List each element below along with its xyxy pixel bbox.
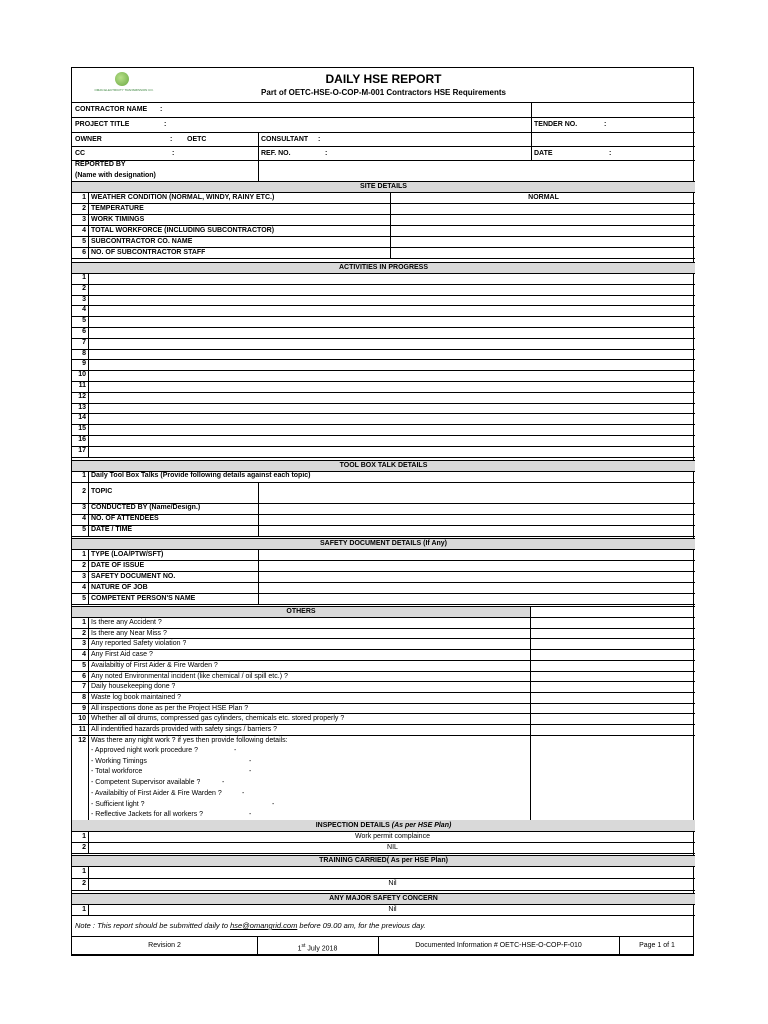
row-number: 12 bbox=[78, 736, 86, 744]
rule bbox=[72, 160, 695, 161]
rule bbox=[88, 831, 89, 853]
row-number: 1 bbox=[82, 619, 86, 626]
row-number: 5 bbox=[82, 595, 86, 602]
rule bbox=[72, 853, 695, 854]
tender-no-colon: : bbox=[604, 121, 607, 128]
night-work-answer[interactable]: - bbox=[234, 747, 237, 754]
activity-field[interactable] bbox=[90, 273, 693, 283]
activity-field[interactable] bbox=[90, 370, 693, 380]
cc-field[interactable] bbox=[180, 147, 258, 161]
date-colon: : bbox=[609, 150, 612, 157]
note-suffix: before 09.00 am, for the previous day. bbox=[297, 921, 426, 930]
others-heading: OTHERS bbox=[286, 608, 316, 615]
rule bbox=[72, 102, 695, 103]
submission-note bbox=[75, 921, 426, 931]
row-number: 6 bbox=[82, 328, 86, 335]
others-answer-field[interactable] bbox=[532, 649, 693, 660]
contractor-name-colon: : bbox=[160, 106, 163, 113]
activity-field[interactable] bbox=[90, 338, 693, 348]
activity-field[interactable] bbox=[90, 295, 693, 305]
logo-text: OMAN ELECTRICITY TRANSMISSION CO. bbox=[94, 88, 154, 92]
safety-doc-label: COMPETENT PERSON'S NAME bbox=[91, 595, 196, 602]
date-label: DATE bbox=[534, 150, 553, 157]
ref-no-label: REF. NO. bbox=[261, 150, 291, 157]
concern-value[interactable]: Nil bbox=[388, 906, 397, 913]
night-work-item: - Availabiltiy of First Aider & Fire Warden ? bbox=[91, 789, 222, 797]
issue-date-suffix: st bbox=[301, 943, 306, 949]
safety-doc-field[interactable] bbox=[259, 560, 693, 571]
row-number: 2 bbox=[82, 285, 86, 292]
rule bbox=[88, 192, 89, 258]
toolbox-label: CONDUCTED BY (Name/Design.) bbox=[91, 504, 201, 511]
inspection-heading bbox=[72, 821, 695, 831]
toolbox-heading: TOOL BOX TALK DETAILS bbox=[339, 462, 428, 469]
others-answer-field[interactable] bbox=[532, 724, 693, 735]
row-number: 9 bbox=[82, 360, 86, 367]
row-number: 1 bbox=[82, 906, 86, 913]
row-number: 2 bbox=[82, 562, 86, 569]
site-detail-label: WORK TIMINGS bbox=[91, 216, 145, 223]
activity-field[interactable] bbox=[90, 359, 693, 369]
name-with-designation-label: (Name with designation) bbox=[75, 172, 156, 179]
others-answer-field[interactable] bbox=[532, 660, 693, 671]
row-number: 5 bbox=[82, 661, 86, 669]
toolbox-label: NO. OF ATTENDEES bbox=[91, 515, 159, 522]
rule bbox=[72, 214, 695, 215]
row-number: 2 bbox=[82, 488, 86, 495]
row-number: 2 bbox=[82, 880, 86, 887]
row-number: 11 bbox=[78, 726, 86, 733]
activity-field[interactable] bbox=[90, 424, 693, 434]
inspection-value[interactable]: Work permit complaince bbox=[355, 833, 430, 840]
night-work-item: - Working Timings bbox=[91, 757, 147, 765]
page-number: Page 1 of 1 bbox=[639, 942, 675, 949]
rule bbox=[72, 457, 695, 458]
row-number: 11 bbox=[78, 382, 86, 389]
activity-field[interactable] bbox=[90, 413, 693, 423]
row-number: 3 bbox=[82, 573, 86, 580]
night-work-answer[interactable]: - bbox=[249, 768, 252, 776]
activity-field[interactable] bbox=[90, 316, 693, 326]
activity-field[interactable] bbox=[90, 446, 693, 456]
consultant-colon: : bbox=[318, 136, 321, 143]
night-work-answer[interactable]: - bbox=[249, 811, 252, 819]
row-number: 2 bbox=[82, 629, 86, 637]
others-question: Daily housekeeping done ? bbox=[91, 683, 176, 691]
safety-docs-heading: SAFETY DOCUMENT DETAILS (If Any) bbox=[319, 540, 448, 547]
others-question: Any reported Safety violation ? bbox=[91, 640, 187, 648]
rule bbox=[72, 146, 695, 147]
inspection-value[interactable]: NIL bbox=[387, 844, 398, 851]
rule bbox=[72, 258, 695, 259]
rule bbox=[258, 482, 259, 536]
others-question: Any noted Environmental incident (like chemical / oil spill etc.) ? bbox=[91, 672, 288, 680]
consultant-label: CONSULTANT bbox=[261, 136, 309, 143]
rule bbox=[72, 117, 695, 118]
row-number: 17 bbox=[78, 447, 86, 454]
others-question: Is there any Accident ? bbox=[91, 619, 162, 626]
site-detail-label: TOTAL WORKFORCE (INCLUDING SUBCONTRACTOR) bbox=[91, 227, 275, 234]
training-value[interactable]: Nil bbox=[388, 880, 397, 887]
issue-date bbox=[257, 941, 378, 954]
hse-email-link[interactable]: hse@omangrid.com bbox=[230, 921, 298, 930]
toolbox-value-field[interactable] bbox=[259, 525, 693, 536]
toolbox-value-field[interactable] bbox=[259, 503, 693, 514]
row-number: 16 bbox=[78, 436, 86, 443]
others-question: All inspections done as per the Project HSE Plan ? bbox=[91, 704, 249, 712]
site-detail-label: WEATHER CONDITION (NORMAL, WINDY, RAINY ETC.) bbox=[91, 194, 275, 201]
rule bbox=[72, 890, 695, 891]
training-heading: TRAINING CARRIED( As per HSE Plan) bbox=[319, 857, 448, 864]
activity-field[interactable] bbox=[90, 381, 693, 391]
row-number: 4 bbox=[82, 584, 86, 591]
row-number: 10 bbox=[78, 371, 86, 378]
toolbox-label: DATE / TIME bbox=[91, 526, 133, 533]
footer bbox=[71, 936, 694, 956]
rule bbox=[88, 549, 89, 604]
rule bbox=[531, 102, 532, 160]
owner-value[interactable]: OETC bbox=[187, 136, 207, 143]
safety-doc-label: NATURE OF JOB bbox=[91, 584, 148, 591]
night-work-item: - Approved night work procedure ? bbox=[91, 747, 199, 754]
issue-date-day: 1 bbox=[297, 945, 302, 953]
others-question: Availabiltiy of First Aider & Fire Warden ? bbox=[91, 661, 218, 669]
revision-label: Revision 2 bbox=[148, 942, 181, 949]
row-number: 1 bbox=[82, 194, 86, 201]
others-question: All indentified hazards provided with safety sings / barriers ? bbox=[91, 726, 277, 733]
row-number: 8 bbox=[82, 350, 86, 357]
row-number: 6 bbox=[82, 249, 86, 256]
toolbox-value-field[interactable] bbox=[259, 482, 693, 503]
rule bbox=[88, 273, 89, 457]
others-answer-field[interactable] bbox=[532, 638, 693, 649]
rule bbox=[88, 904, 89, 915]
tender-no-label: TENDER NO. bbox=[534, 121, 578, 128]
safety-doc-label: DATE OF ISSUE bbox=[91, 562, 145, 569]
activity-field[interactable] bbox=[90, 327, 693, 337]
rule bbox=[88, 471, 89, 536]
row-number: 3 bbox=[82, 296, 86, 303]
rule bbox=[258, 549, 259, 604]
project-title-label: PROJECT TITLE bbox=[75, 121, 130, 128]
inspection-heading-suffix: (As per HSE Plan) bbox=[389, 822, 452, 829]
row-number: 12 bbox=[78, 393, 86, 400]
row-number: 1 bbox=[82, 833, 86, 840]
reported-by-label: REPORTED BY bbox=[75, 161, 126, 168]
safety-doc-field[interactable] bbox=[259, 549, 693, 560]
activity-field[interactable] bbox=[90, 435, 693, 445]
contractor-name-label: CONTRACTOR NAME bbox=[75, 106, 148, 113]
row-number: 8 bbox=[82, 693, 86, 701]
reported-by-field[interactable] bbox=[260, 161, 693, 181]
site-details-heading: SITE DETAILS bbox=[360, 183, 407, 190]
safety-doc-field[interactable] bbox=[259, 593, 693, 604]
row-number: 7 bbox=[82, 683, 86, 691]
site-detail-label: TEMPERATURE bbox=[91, 205, 144, 212]
rule bbox=[88, 617, 89, 820]
document-info: Documented Information # OETC-HSE-O-COP-F-010 bbox=[415, 942, 582, 949]
site-detail-label: NO. OF SUBCONTRACTOR STAFF bbox=[91, 249, 206, 256]
report-subtitle: Part of OETC-HSE-O-COP-M-001 Contractors HSE Requirements bbox=[261, 88, 506, 97]
row-number: 10 bbox=[78, 715, 86, 723]
safety-doc-field[interactable] bbox=[259, 582, 693, 593]
row-number: 1 bbox=[82, 274, 86, 281]
row-number: 5 bbox=[82, 238, 86, 245]
contractor-name-field[interactable] bbox=[167, 103, 530, 117]
others-question: Is there any Near Miss ? bbox=[91, 629, 167, 637]
row-number: 9 bbox=[82, 704, 86, 712]
row-number: 4 bbox=[82, 227, 86, 234]
rule bbox=[72, 915, 695, 916]
activities-heading: ACTIVITIES IN PROGRESS bbox=[338, 264, 429, 271]
others-answer-field[interactable] bbox=[532, 703, 693, 714]
cc-colon: : bbox=[172, 150, 175, 157]
activity-field[interactable] bbox=[90, 392, 693, 402]
note-prefix: Note : This report should be submitted daily to bbox=[75, 921, 231, 930]
others-question: Was there any night work ? if yes then provide following details: bbox=[91, 736, 288, 744]
others-answer-field[interactable] bbox=[532, 617, 693, 628]
ref-no-field[interactable] bbox=[333, 147, 530, 161]
rule bbox=[72, 536, 695, 537]
project-title-colon: : bbox=[164, 121, 167, 128]
row-number: 2 bbox=[82, 844, 86, 851]
concern-heading: ANY MAJOR SAFETY CONCERN bbox=[329, 895, 438, 902]
activity-field[interactable] bbox=[90, 403, 693, 413]
others-answer-field[interactable] bbox=[532, 671, 693, 682]
toolbox-label: Daily Tool Box Talks (Provide following details against each topic) bbox=[91, 472, 311, 479]
safety-doc-label: SAFETY DOCUMENT NO. bbox=[91, 573, 176, 580]
night-work-item: - Reflective Jackets for all workers ? bbox=[91, 811, 204, 819]
row-number: 1 bbox=[82, 868, 86, 875]
night-work-answer[interactable]: - bbox=[249, 757, 252, 765]
row-number: 4 bbox=[82, 306, 86, 313]
night-work-item: - Total workforce bbox=[91, 768, 143, 776]
issue-date-rest: July 2018 bbox=[305, 945, 338, 953]
row-number: 5 bbox=[82, 317, 86, 324]
rule bbox=[72, 604, 695, 605]
row-number: 1 bbox=[82, 472, 86, 479]
night-work-answer[interactable]: - bbox=[242, 789, 245, 797]
date-field[interactable] bbox=[617, 147, 692, 161]
row-number: 3 bbox=[82, 504, 86, 511]
activity-field[interactable] bbox=[90, 349, 693, 359]
owner-colon: : bbox=[170, 136, 173, 143]
site-detail-label: SUBCONTRACTOR CO. NAME bbox=[91, 238, 193, 245]
row-number: 5 bbox=[82, 526, 86, 533]
row-number: 15 bbox=[78, 425, 86, 432]
row-number: 4 bbox=[82, 651, 86, 659]
rule bbox=[390, 192, 391, 258]
row-number: 3 bbox=[82, 640, 86, 648]
hse-report-form bbox=[71, 67, 694, 955]
night-work-answer[interactable]: - bbox=[272, 800, 275, 808]
row-number: 3 bbox=[82, 216, 86, 223]
night-work-answer[interactable]: - bbox=[222, 779, 225, 787]
others-question: Whether all oil drums, compressed gas cylinders, chemicals etc. stored properly ? bbox=[91, 715, 345, 723]
rule bbox=[72, 866, 695, 867]
safety-doc-field[interactable] bbox=[259, 571, 693, 582]
rule bbox=[530, 606, 531, 820]
others-answer-field[interactable] bbox=[532, 713, 693, 724]
night-work-item: - Competent Supervisor available ? bbox=[91, 779, 201, 787]
row-number: 14 bbox=[78, 414, 86, 421]
row-number: 7 bbox=[82, 339, 86, 346]
night-work-item: - Sufficient light ? bbox=[91, 800, 145, 808]
row-number: 13 bbox=[78, 404, 86, 411]
safety-doc-label: TYPE (LOA/PTW/SFT) bbox=[91, 551, 164, 558]
rule bbox=[72, 132, 695, 133]
toolbox-value-field[interactable] bbox=[259, 514, 693, 525]
rule bbox=[88, 866, 89, 890]
activity-field[interactable] bbox=[90, 284, 693, 294]
rule bbox=[258, 132, 259, 181]
others-question: Waste log book maintained ? bbox=[91, 693, 182, 701]
row-number: 4 bbox=[82, 515, 86, 522]
activity-field[interactable] bbox=[90, 305, 693, 315]
row-number: 6 bbox=[82, 672, 86, 680]
report-title: DAILY HSE REPORT bbox=[325, 72, 442, 86]
others-answer-field[interactable] bbox=[532, 681, 693, 692]
project-title-field[interactable] bbox=[172, 118, 530, 132]
cc-label: CC bbox=[75, 150, 86, 157]
row-number: 1 bbox=[82, 551, 86, 558]
others-answer-field[interactable] bbox=[532, 692, 693, 703]
others-question: Any First Aid case ? bbox=[91, 651, 153, 659]
row-number: 2 bbox=[82, 205, 86, 212]
toolbox-label: TOPIC bbox=[91, 488, 113, 495]
site-detail-value[interactable]: NORMAL bbox=[528, 194, 559, 201]
ref-no-colon: : bbox=[325, 150, 328, 157]
consultant-field[interactable] bbox=[326, 133, 530, 147]
tender-no-field[interactable] bbox=[612, 118, 692, 132]
owner-label: OWNER bbox=[75, 136, 102, 143]
inspection-heading-main: INSPECTION DETAILS bbox=[315, 822, 390, 829]
rule bbox=[72, 203, 695, 204]
